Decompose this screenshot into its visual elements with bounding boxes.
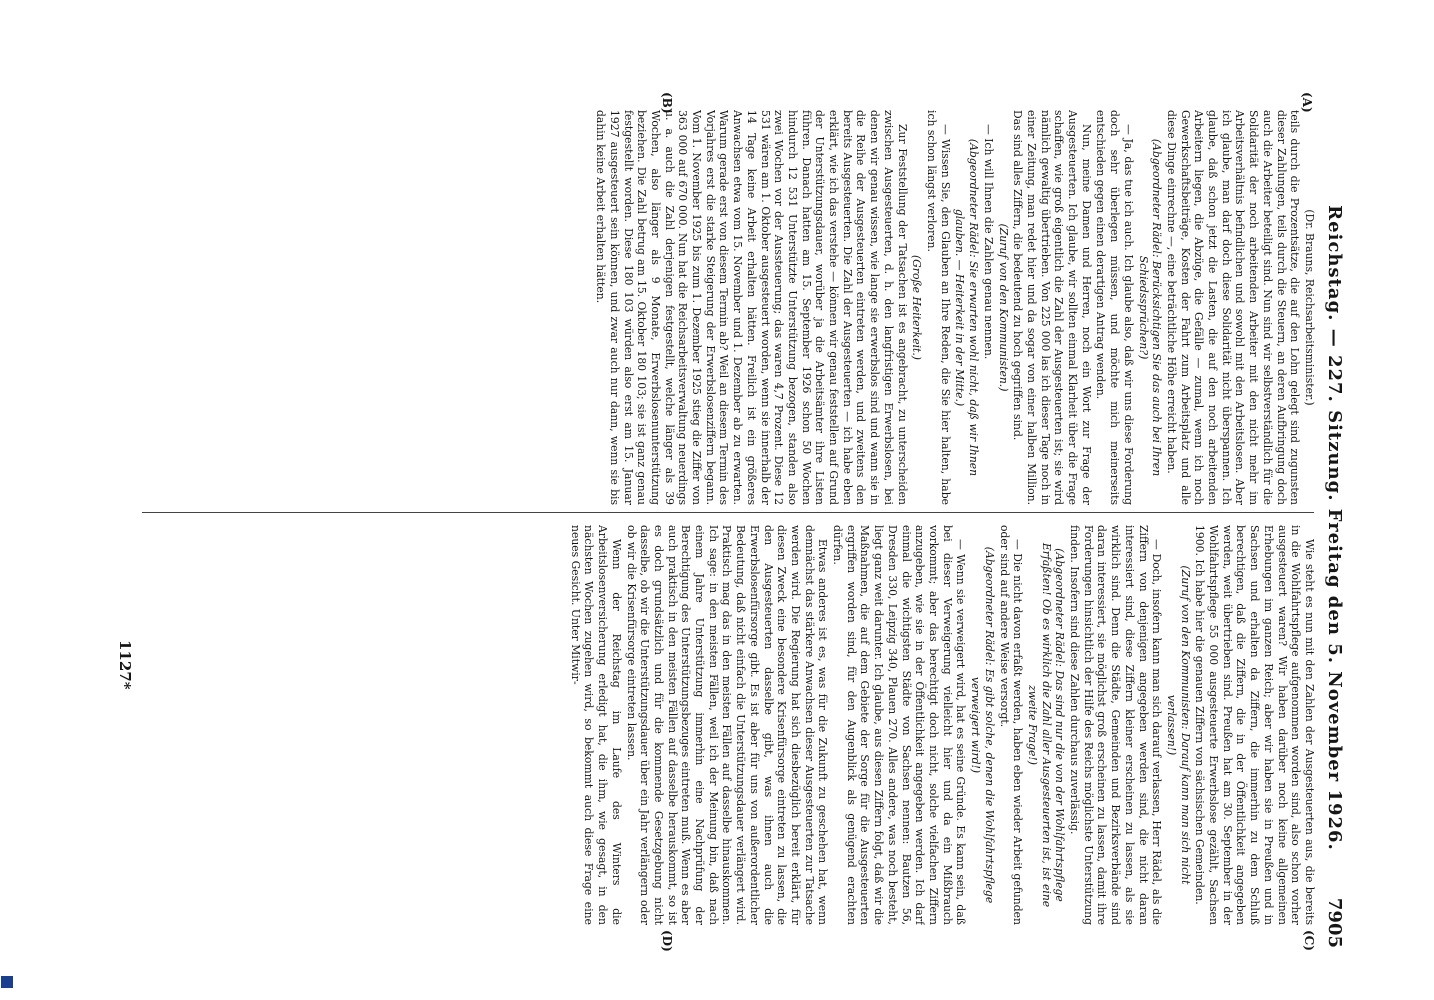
dfg-logo <box>1 976 13 988</box>
right-column <box>136 525 1316 925</box>
paragraph: Nun, meine Damen und Herren, noch ein Wort zur Frage der Ausgesteuerten. Ich glaube, wir sollten einmal Klarheit über die Frage schaffen, wie groß eigentlich die Zahl der Ausgesteuerten ist; sie wird nämlich gewaltig übertrieben. Von 225 000 las ich dieser Tage noch in einer Zeitung, man redet hier und da sogar von einer halben Million. Das sind alles Ziffern, die bedeutend zu hoch gegriffen sind. <box>1011 110 1093 505</box>
margin-marker-b: (B) <box>660 92 674 114</box>
paragraph: Wenn der Reichstag im Laufe des Winters die Arbeitslosenversicherung erledigt hat, die ihm, wie gesagt, in den nächsten Wochen zugehen wird, so bekommt auch diese Frage eine neues Gesicht. Unter Mitwir- <box>568 525 623 925</box>
margin-marker-d: (D) <box>660 930 674 952</box>
page-header <box>1319 88 1349 968</box>
interjection: (Abgeordneter Rädel: Sie erwarten wohl nicht, daß wir Ihnen glauben. — Heiterkeit in der Mitte.) <box>953 138 981 477</box>
sheet-signature: 1127* <box>116 640 134 690</box>
paragraph: teils durch die Prozentsätze, die auf den Lohn gelegt sind zugunsten dieser Zahlungen, teils durch die Steuern, an deren Aufbringung doch auch die Arbeiter beteiligt sind. Nun sind wir selbstverständlich für die Solidarität der noch arbeitenden Arbeiter mit den nicht mehr im Arbeitsverhältnis befindlichen und sowohl mit den Arbeitslosen. Aber ich glaube, man darf doch diese Solidarität nicht überspannen. Ich glaube, daß schon jetzt die Lasten, die auf den noch arbeitenden Arbeitern liegen, die Abzüge, die Gefälle — zumal, wenn ich noch Gewerkschaftsbeiträge, Kosten der Fahrt zum Arbeitsplatz und alle diese Dinge einrechne —, eine beträchtliche Höhe erreicht haben. <box>1164 110 1302 505</box>
paragraph: Wie steht es nun mit den Zahlen der Ausgesteuerten aus, die bereits in die Wohlfahrtspflege aufgenommen worden sind, also schon vorher ausgesteuert waren? Wir haben darüber noch keine allgemeinen Erhebungen im ganzen Reich; aber wir haben sie in Preußen und in Sachsen und erhalten da Ziffern, die immerhin zu dem Schluß berechtigen, daß die Ziffern, die in der Öffentlichkeit angegeben werden, weit übertrieben sind. Preußen hat am 30. September in der Wohlfahrtspflege 55 000 ausgesteuerte Erwerbslose gezählt, Sachsen 1900. Ich habe hier die genauen Ziffern von sächsischen Gemeinden. <box>1193 525 1316 925</box>
column-divider <box>142 512 1314 513</box>
interjection: (Abgeordneter Rädel: Es gibt solche, denen die Wohlfahrtspflege verweigert wird!) <box>969 546 996 904</box>
paragraph: — Wissen Sie, den Glauben an Ihre Reden, die Sie hier halten, habe ich schon längst verloren. <box>925 110 952 505</box>
left-column <box>136 110 1316 505</box>
interjection: (Zuruf von den Kommunisten.) <box>996 223 1010 392</box>
margin-marker-c: (C) <box>1302 930 1316 951</box>
paragraph: — Ich will Ihnen die Zahlen genau nennen. <box>981 124 995 360</box>
interjection: (Abgeordneter Rädel: Berücksichtigen Sie das auch bei Ihren Schiedssprüchen?) <box>1136 138 1164 477</box>
paragraph: Etwas anderes ist es, was für die Zukunft zu geschehen hat, wenn demnächst das stärkere Anwachsen dieser Ausgesteuerten zur Tatsache werden wird. Die Regierung hat sich diesbezüglich bereit erklärt, für diesen Zweck eine besondere Krisenfürsorge eintreten zu lassen, die den Ausgesteuerten dasselbe gibt, was ihnen auch die Erwerbslosenfürsorge gibt. Es ist aber für uns von außerordentlicher Bedeutung, daß nicht einfach die Unterstützungsdauer verlängert wird. Praktisch mag das in den meisten Fällen auf dasselbe hinauskommen. Ich sage: in den meisten Fällen, weil ich der Meinung bin, daß nach einem Jahre Unterstützung immerhin eine Nachprüfung der Berechtigung des Unterstützungsbezuges eintreten muß. Wenn es aber auch praktisch in den meisten Fällen auf dasselbe herauskommt, so ist es doch grundsätzlich und für die kommende Gesetzgebung nicht dasselbe, ob wir die Unterstützungsdauer über ein Jahr verlängern oder ob wir die Krisenfürsorge eintreten lassen. <box>624 525 830 925</box>
speaker-line: (Dr. Brauns, Reichsarbeitsminister.) <box>1303 209 1316 406</box>
interjection: (Zuruf von den Kommunisten: Darauf kann man sich nicht verlassen!) <box>1164 565 1192 885</box>
paragraph: Zur Feststellung der Tatsachen ist es angebracht, zu unterscheiden zwischen Ausgesteuerten, d. h. den langfristigen Erwerbslosen, bei denen wir genau wissen, wie lange sie erwerbslos sind und wann sie in die Reihe der Ausgesteuerten eintreten werden, und zweitens den bereits Ausgesteuerten. Die Zahl der Ausgesteuerten — ich habe eben erklärt, wie ich das verstehe — können wir genau feststellen auf Grund der Unterstützungsdauer, worüber ja die Arbeitsämter ihre Listen führen. Danach hatten am 15. September 1926 schon 50 Wochen hindurch 12 531 Unterstützte Unterstützung bezogen, standen also zwei Wochen vor der Aussteuerung; das waren 4,7 Prozent. Diese 12 531 wären am 1. Oktober ausgesteuert worden, wenn sie innerhalb der 14 Tage keine Arbeit erhalten hätten. Freilich ist ein größeres Anwachsen etwa vom 15. November und 1. Dezember ab zu erwarten. Warum gerade erst von diesem Termin ab? Weil an diesem Termin des Vorjahres erst die starke Steigerung der Erwerbslosenziffern begann. Vom 1. November 1925 bis zum 1. Dezember 1925 stieg die Ziffer von 363 000 auf 670 000. Nun hat die Reichsarbeitsverwaltung neuerdings u. a. auch die Zahl derjenigen festgestellt, welche länger als 39 Wochen, also länger als 9 Monate, Erwerbslosenunterstützung beziehen. Die Zahl betrug am 15. Oktober 180 103; sie ist ganz genau festgestellt worden. Diese 180 103 würden also erst am 15. Januar 1927 ausgesteuert sein können, und zwar auch nur dann, wenn sie bis dahin keine Arbeit erhalten hätten. <box>594 110 909 505</box>
margin-marker-a: (A) <box>1300 92 1314 113</box>
paragraph: — Doch, insofern kann man sich darauf verlassen, Herr Rädel, als die Ziffern von denjenigen angegeben werden sind, die nicht daran interessiert sind, diese Ziffern kleiner erscheinen zu lassen, als sie wirklich sind. Denn die Städte, Gemeinden und Bezirksverbände sind daran interessiert, sie möglichst groß erscheinen zu lassen, damit ihre Forderungen hinsichtlich der Hilfe des Reichs möglichste Unterstützung finden. Insofern sind diese Zahlen durchaus zuverlässig. <box>1068 525 1164 925</box>
running-title: Reichstag. — 227. Sitzung. Freitag den 5. November 1926. <box>1324 205 1345 851</box>
paragraph: — Ja, das tue ich auch. Ich glaube also, daß wir uns diese Forderung doch sehr überlegen müssen, und möchte mich meinerseits entschieden gegen einen derartigen Antrag wenden. <box>1094 110 1135 505</box>
page-number: 7905 <box>1324 897 1345 948</box>
paragraph: — Die nicht davon erfaßt werden, haben eben wieder Arbeit gefunden oder sind auf andere Weise versorgt. <box>997 525 1025 925</box>
digitization-credit <box>1 608 13 992</box>
interjection: (Abgeordneter Rädel: Das sind nur die von der Wohlfahrtspflege Erfaßten! Ob es wirklich die Zahl aller Ausgesteuerten ist, ist eine zweite Frage!) <box>1025 542 1067 908</box>
paragraph: — Wenn sie verweigert wird, hat es seine Gründe. Es kann sein, daß bei dieser Verweigerung vielleicht hier und da ein Mißbrauch vorkommt; aber das berechtigt doch nicht, solche vielfachen Ziffern anzugeben, wie sie in der Öffentlichkeit angegeben werden. Ich darf einmal die wichtigsten Städte von Sachsen nennen: Bautzen 56, Dresden 330, Leipzig 340, Plauen 270. Alles andere, was noch besteht, liegt ganz weit darunter. Ich glaube, aus diesen Ziffern folgt, daß wir die Maßnahmen, die auf dem Gebiete der Sorge für die Ausgesteuerten ergriffen worden sind, für den Augenblick als genügend erachten dürfen. <box>831 525 968 925</box>
interjection: (Große Heiterkeit.) <box>910 254 924 361</box>
